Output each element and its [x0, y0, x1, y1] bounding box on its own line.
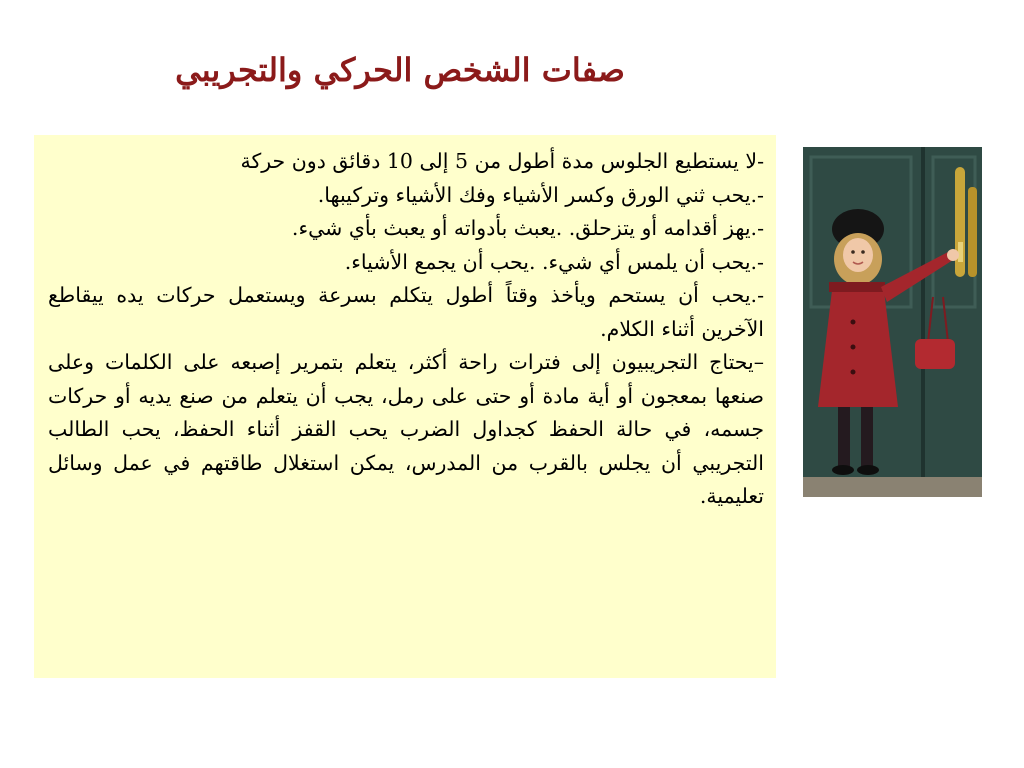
content-line: -.يهز أقدامه أو يتزحلق. .يعبث بأدواته أو يعبث بأي شيء.: [291, 216, 764, 240]
girl-shoe: [857, 465, 879, 475]
content-line: -.يحب أن يلمس أي شيء. .يحب أن يجمع الأشياء.: [344, 249, 764, 274]
porch-floor: [803, 477, 982, 497]
door-handle-plate: [958, 242, 963, 262]
door-seam: [921, 147, 925, 497]
content-line: –يحتاج التجريبيون إلى فترات راحة أكثر، يتعلم بتمرير إصبعه على الكلمات وعلى صنعها بمعجون أو أية مادة أو حتى على رمل، يجب أن يتعلم من صنع يديه أو حركات جسمه، في حالة الحفظ كجداول الضرب يحب القفز أثناء الحفظ، يحب الطالب التجريبي أن يجلس بالقرب من المدرس، يمكن استغلال طاقتهم في عمل وسائل تعليمية.: [48, 350, 764, 508]
girl-leg: [861, 407, 873, 467]
girl-at-door-illustration: [803, 147, 982, 497]
girl-leg: [838, 407, 850, 467]
girl-at-door-photo: [803, 147, 982, 497]
purse: [915, 339, 955, 369]
girl-face: [843, 238, 873, 272]
content-line: -.يحب ثني الورق وكسر الأشياء وفك الأشياء وتركيبها.: [317, 182, 764, 207]
content-line: -لا يستطيع الجلوس مدة أطول من 5 إلى 10 دقائق دون حركة: [240, 149, 764, 173]
girl-hand: [947, 249, 959, 261]
slide-title: صفات الشخص الحركي والتجريبي: [175, 51, 625, 89]
content-line: -.يحب أن يستحم ويأخذ وقتاً أطول يتكلم بسرعة ويستعمل حركات يده ييقاطع الآخرين أثناء الكلام.: [48, 283, 764, 341]
door-handle: [968, 187, 977, 277]
content-textbox: [34, 135, 776, 678]
girl-shoe: [832, 465, 854, 475]
